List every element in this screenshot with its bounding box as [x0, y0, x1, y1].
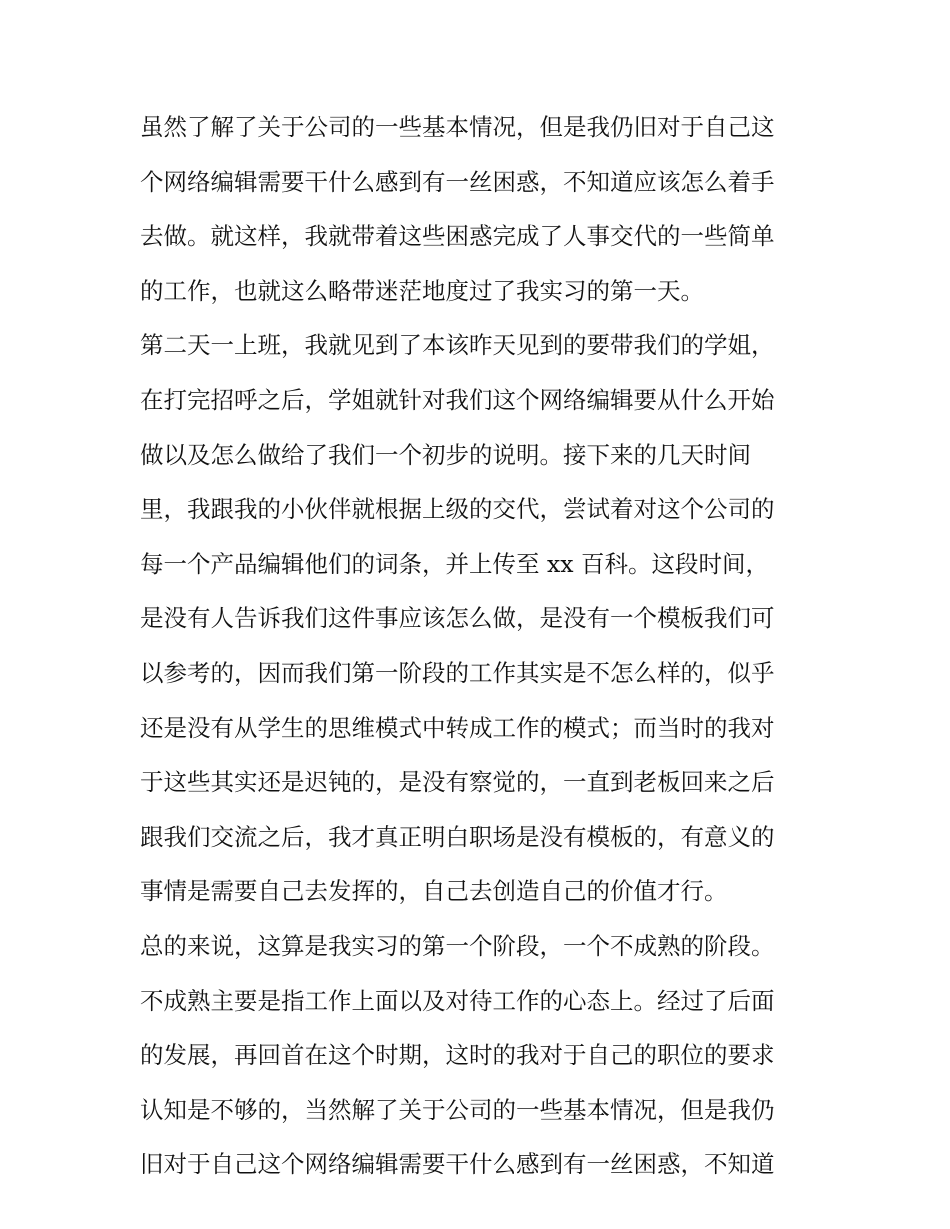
text-line: 旧对于自己这个网络编辑需要干什么感到有一丝困惑，不知道: [140, 1150, 775, 1179]
text-line: 的发展，再回首在这个时期，这时的我对于自己的职位的要求: [140, 1041, 775, 1070]
text-line: 去做。就这样，我就带着这些困惑完成了人事交代的一些简单: [140, 222, 775, 251]
text-line: 个网络编辑需要干什么感到有一丝困惑，不知道应该怎么着手: [140, 167, 775, 196]
text-line: 以参考的，因而我们第一阶段的工作其实是不怎么样的，似乎: [140, 658, 775, 687]
text-line: 还是没有从学生的思维模式中转成工作的模式；而当时的我对: [140, 713, 775, 742]
text-line: 于这些其实还是迟钝的，是没有察觉的，一直到老板回来之后: [140, 768, 775, 797]
text-line: 第二天一上班，我就见到了本该昨天见到的要带我们的学姐，: [140, 331, 775, 360]
text-line: 是没有人告诉我们这件事应该怎么做，是没有一个模板我们可: [140, 604, 775, 633]
text-line: 认知是不够的，当然解了关于公司的一些基本情况，但是我仍: [140, 1095, 775, 1124]
text-line: 跟我们交流之后，我才真正明白职场是没有模板的，有意义的: [140, 822, 775, 851]
text-line: 的工作，也就这么略带迷茫地度过了我实习的第一天。: [140, 276, 704, 305]
text-line: 在打完招呼之后，学姐就针对我们这个网络编辑要从什么开始: [140, 385, 775, 414]
text-line: 总的来说，这算是我实习的第一个阶段，一个不成熟的阶段。: [140, 931, 775, 960]
text-line: 里，我跟我的小伙伴就根据上级的交代，尝试着对这个公司的: [140, 495, 775, 524]
text-line: 不成熟主要是指工作上面以及对待工作的心态上。经过了后面: [140, 986, 775, 1015]
text-line: 虽然了解了关于公司的一些基本情况，但是我仍旧对于自己这: [140, 113, 775, 141]
body-text: [140, 104, 840, 1196]
text-line: 事情是需要自己去发挥的，自己去创造自己的价值才行。: [140, 877, 728, 906]
text-line: 做以及怎么做给了我们一个初步的说明。接下来的几天时间: [140, 440, 751, 469]
text-line: 每一个产品编辑他们的词条，并上传至 xx 百科。这段时间，: [140, 549, 769, 578]
